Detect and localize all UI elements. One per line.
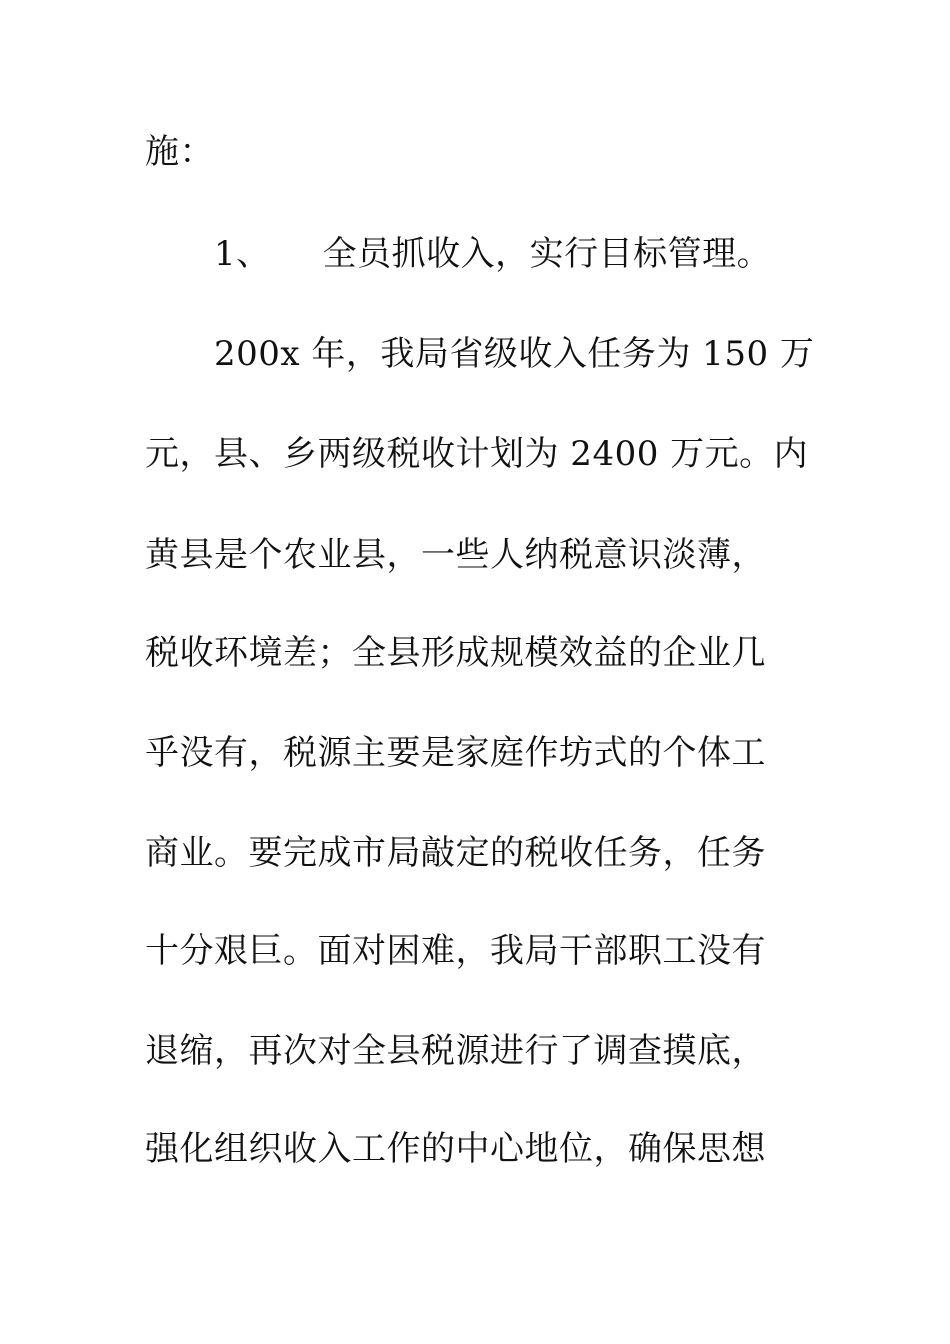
text-line-3: 200x 年，我局省级收入任务为 150 万 bbox=[214, 334, 815, 374]
text-line-10: 退缩，再次对全县税源进行了调查摸底， bbox=[145, 1031, 766, 1071]
heading-text: 全员抓收入，实行目标管理。 bbox=[322, 234, 772, 274]
text-line-1: 施： bbox=[145, 132, 214, 172]
text-line-6: 税收环境差；全县形成规模效益的企业几 bbox=[145, 633, 766, 673]
section-heading bbox=[214, 234, 874, 274]
heading-number: 1、 bbox=[214, 234, 271, 274]
text-line-11: 强化组织收入工作的中心地位，确保思想 bbox=[145, 1129, 766, 1169]
text-line-8: 商业。要完成市局敲定的税收任务，任务 bbox=[145, 833, 766, 873]
text-line-9: 十分艰巨。面对困难，我局干部职工没有 bbox=[145, 931, 766, 971]
text-line-4: 元，县、乡两级税收计划为 2400 万元。内 bbox=[145, 434, 809, 474]
text-line-5: 黄县是个农业县，一些人纳税意识淡薄， bbox=[145, 535, 766, 575]
text-line-7: 乎没有，税源主要是家庭作坊式的个体工 bbox=[145, 733, 766, 773]
